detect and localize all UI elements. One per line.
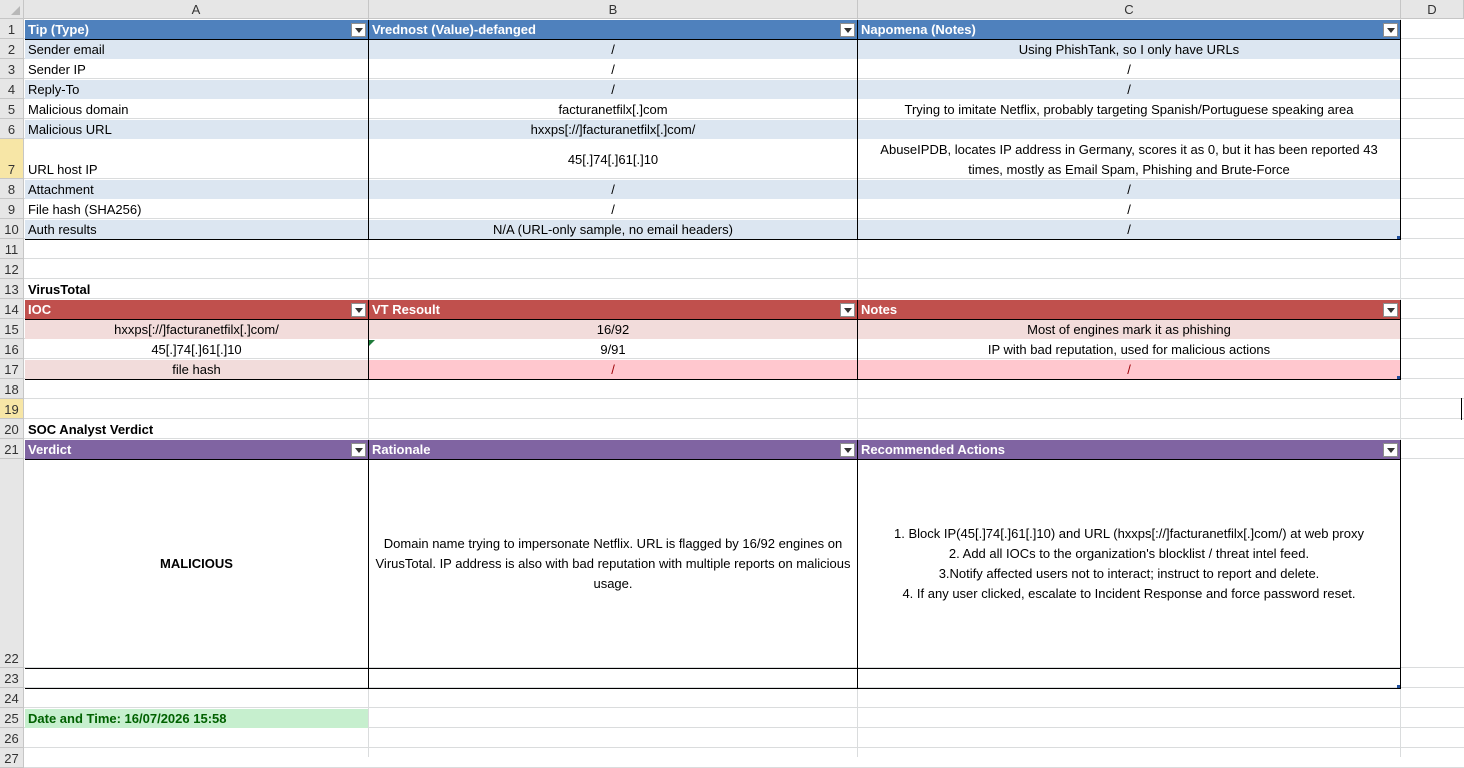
row-header[interactable]: 23 — [0, 668, 24, 688]
verdict-value[interactable]: MALICIOUS — [160, 556, 233, 571]
rationale-text[interactable]: Domain name trying to impersonate Netflix. URL is flagged by 16/92 engines on VirusTotal. IP address is also with bad reputation with multiple reports on malicious usage. — [375, 536, 851, 591]
gridline — [24, 707, 1464, 708]
row-header[interactable]: 10 — [0, 219, 24, 239]
row-header[interactable]: 22 — [0, 459, 24, 668]
border — [368, 440, 369, 689]
table-cell[interactable]: Reply-To — [25, 80, 368, 99]
table-cell[interactable]: file hash — [25, 360, 368, 379]
recommended-actions[interactable] — [858, 460, 1400, 668]
table-cell[interactable]: / — [369, 180, 857, 199]
border — [1400, 20, 1401, 240]
table-cell[interactable]: N/A (URL-only sample, no email headers) — [369, 220, 857, 239]
row-header[interactable]: 27 — [0, 748, 24, 768]
row-header[interactable]: 21 — [0, 439, 24, 459]
filter-dropdown-icon[interactable] — [1383, 23, 1398, 37]
text-cursor — [1461, 398, 1462, 420]
action-item: 4. If any user clicked, escalate to Incident Response and force password reset. — [902, 586, 1356, 601]
table-cell[interactable]: Trying to imitate Netflix, probably targeting Spanish/Portuguese speaking area — [904, 102, 1354, 117]
column-header-a[interactable]: A — [24, 0, 369, 19]
select-all-corner[interactable] — [0, 0, 24, 19]
table-cell[interactable]: Attachment — [25, 180, 368, 199]
border — [368, 300, 369, 380]
border — [857, 440, 858, 689]
table-cell[interactable]: / — [1127, 62, 1131, 77]
gridline — [24, 258, 1464, 259]
row-header[interactable]: 18 — [0, 379, 24, 399]
border — [25, 239, 1401, 240]
row-header[interactable]: 4 — [0, 79, 24, 99]
table-cell[interactable]: / — [858, 360, 1400, 379]
border — [1400, 300, 1401, 380]
datetime-cell[interactable]: Date and Time: 16/07/2026 15:58 — [25, 709, 368, 728]
table-cell[interactable]: / — [611, 202, 615, 217]
column-header-d[interactable]: D — [1401, 0, 1464, 19]
gridline — [24, 278, 1464, 279]
table-cell[interactable]: 9/91 — [600, 342, 626, 357]
row-header[interactable]: 24 — [0, 688, 24, 708]
row-header[interactable]: 7 — [0, 139, 24, 179]
verdict-header: Verdict — [25, 440, 368, 459]
vt-header-notes: Notes — [858, 300, 1400, 319]
row-header[interactable]: 14 — [0, 299, 24, 319]
border — [857, 300, 858, 380]
row-header[interactable]: 9 — [0, 199, 24, 219]
row-header[interactable]: 2 — [0, 39, 24, 59]
section-title-virustotal: VirusTotal — [28, 282, 91, 297]
filter-dropdown-icon[interactable] — [1383, 443, 1398, 457]
border — [25, 39, 1401, 40]
vt-header-result: VT Resoult — [369, 300, 857, 319]
column-header-b[interactable]: B — [369, 0, 858, 19]
row-header[interactable]: 26 — [0, 728, 24, 748]
row-header[interactable]: 20 — [0, 419, 24, 439]
table-cell[interactable]: Auth results — [25, 220, 368, 239]
table-cell[interactable]: / — [858, 220, 1400, 239]
row-header[interactable]: 1 — [0, 19, 24, 39]
ioc-header-type: Tip (Type) — [25, 20, 368, 39]
gridline — [24, 398, 1464, 399]
table-cell[interactable]: / — [858, 80, 1400, 99]
table-cell[interactable]: Sender email — [25, 40, 368, 59]
table-cell[interactable]: hxxps[://]facturanetfilx[.]com/ — [25, 320, 368, 339]
error-indicator-icon — [369, 340, 375, 346]
column-header-c[interactable]: C — [858, 0, 1401, 19]
table-cell[interactable]: File hash (SHA256) — [28, 202, 142, 217]
table-cell[interactable]: / — [611, 62, 615, 77]
action-item: 2. Add all IOCs to the organization's blocklist / threat intel feed. — [948, 546, 1310, 561]
filter-dropdown-icon[interactable] — [351, 303, 366, 317]
table-cell[interactable]: 45[.]74[.]61[.]10 — [151, 342, 242, 357]
actions-header: Recommended Actions — [858, 440, 1400, 459]
table-cell[interactable]: / — [369, 360, 857, 379]
row-header[interactable]: 8 — [0, 179, 24, 199]
filter-dropdown-icon[interactable] — [1383, 303, 1398, 317]
table-cell[interactable]: Sender IP — [28, 62, 86, 77]
row-header[interactable]: 16 — [0, 339, 24, 359]
row-header[interactable]: 12 — [0, 259, 24, 279]
ioc-header-notes: Napomena (Notes) — [858, 20, 1400, 39]
table-cell[interactable]: 45[.]74[.]61[.]10 — [567, 151, 659, 167]
filter-dropdown-icon[interactable] — [840, 23, 855, 37]
action-item: 3.Notify affected users not to interact; instruct to report and delete. — [938, 566, 1320, 581]
table-cell[interactable]: Malicious domain — [28, 102, 129, 117]
rationale-header: Rationale — [369, 440, 857, 459]
table-cell[interactable]: AbuseIPDB, locates IP address in Germany, scores it as 0, but it has been reported 43 times, mostly as Email Spam, Phishing and Brute-Force — [880, 141, 1378, 177]
border — [1400, 440, 1401, 689]
border — [25, 688, 1401, 689]
row-header[interactable]: 5 — [0, 99, 24, 119]
section-title-verdict: SOC Analyst Verdict — [28, 422, 154, 437]
filter-dropdown-icon[interactable] — [840, 303, 855, 317]
row-header[interactable]: 19 — [0, 399, 24, 419]
table-cell[interactable]: Using PhishTank, so I only have URLs — [858, 40, 1400, 59]
row-header[interactable]: 13 — [0, 279, 24, 299]
row-header[interactable]: 25 — [0, 708, 24, 728]
gridline — [24, 418, 1464, 419]
vt-header-ioc: IOC — [25, 300, 368, 319]
table-cell[interactable]: / — [858, 180, 1400, 199]
border — [857, 20, 858, 240]
row-header[interactable]: 3 — [0, 59, 24, 79]
gridline — [24, 747, 1464, 748]
border — [25, 319, 1401, 320]
row-header[interactable]: 11 — [0, 239, 24, 259]
border — [368, 20, 369, 240]
action-item: 1. Block IP(45[.]74[.]61[.]10) and URL (hxxps[://]facturanetfilx[.]com/) at web proxy — [894, 526, 1364, 541]
table-cell[interactable]: IP with bad reputation, used for malicious actions — [987, 342, 1271, 357]
filter-dropdown-icon[interactable] — [351, 443, 366, 457]
ioc-header-value: Vrednost (Value)-defanged — [369, 20, 857, 39]
row-header[interactable]: 6 — [0, 119, 24, 139]
table-cell[interactable]: facturanetfilx[.]com — [558, 102, 668, 117]
filter-dropdown-icon[interactable] — [840, 443, 855, 457]
table-cell[interactable]: hxxps[://]facturanetfilx[.]com/ — [369, 120, 857, 139]
table-cell[interactable]: URL host IP — [28, 162, 98, 177]
table-cell[interactable]: / — [1127, 202, 1131, 217]
table-cell[interactable] — [858, 120, 1400, 139]
table-cell[interactable]: / — [369, 80, 857, 99]
border — [25, 379, 1401, 380]
table-cell[interactable]: / — [369, 40, 857, 59]
table-cell[interactable]: 16/92 — [369, 320, 857, 339]
border — [25, 459, 1401, 460]
filter-dropdown-icon[interactable] — [351, 23, 366, 37]
table-cell[interactable]: Most of engines mark it as phishing — [858, 320, 1400, 339]
row-header[interactable]: 15 — [0, 319, 24, 339]
row-header[interactable]: 17 — [0, 359, 24, 379]
table-cell[interactable]: Malicious URL — [25, 120, 368, 139]
border — [25, 668, 1401, 669]
